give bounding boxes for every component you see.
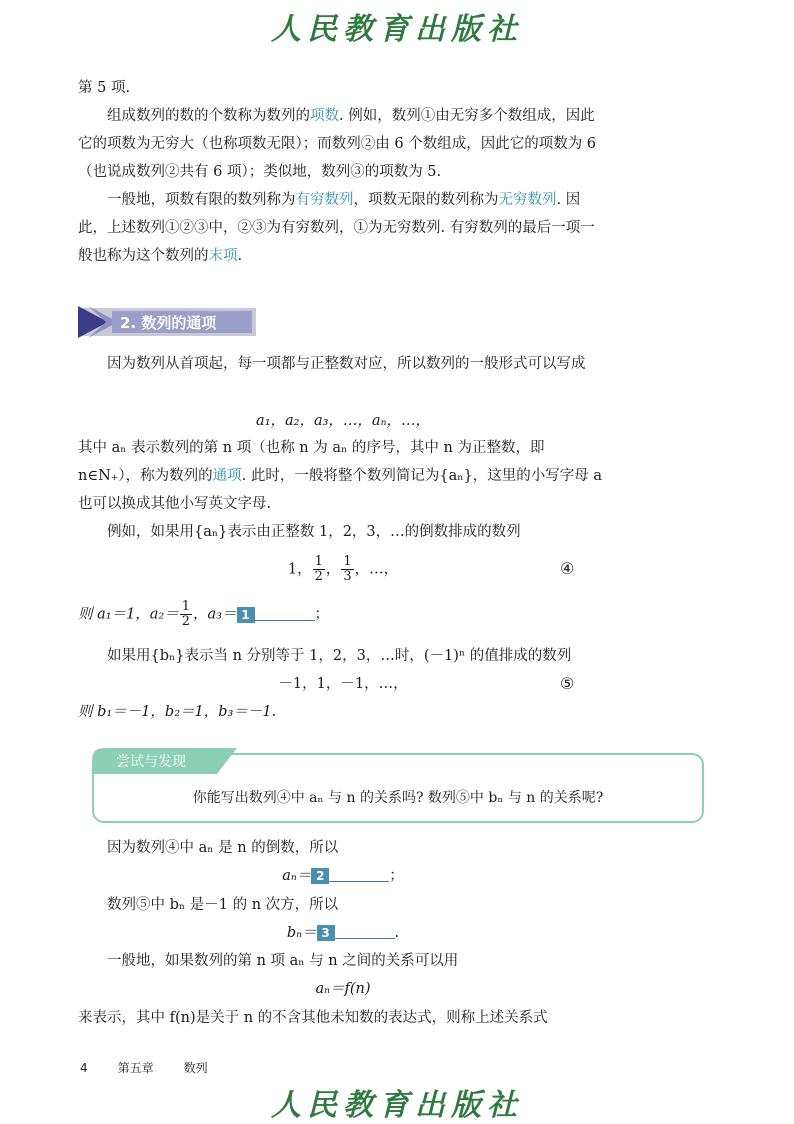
paragraph-formula-intro: 来表示，其中 f(n)是关于 n 的不含其他未知数的表达式，则称上述关系式 — [78, 1010, 548, 1026]
text: ，a₃＝ — [193, 606, 237, 623]
text: ； — [389, 868, 404, 884]
text: ，项数无限的数列称为 — [353, 192, 499, 208]
page-footer — [80, 1059, 238, 1076]
general-form-formula: a₁，a₂，a₃，…，aₙ，…， — [256, 413, 430, 429]
paragraph-general-term — [78, 434, 608, 518]
equation-f-n: aₙ＝f(n) — [315, 981, 371, 997]
blank-number-badge: 2 — [311, 868, 329, 884]
chapter-label: 第五章 — [117, 1061, 154, 1075]
equation-a-n — [78, 862, 608, 890]
text: aₙ＝ — [282, 868, 312, 884]
text: . 此时，一般将整个数列简记为{aₙ}，这里的小写字母 a 也可以换成其他小写英文字母. — [78, 468, 603, 512]
paragraph-power: 数列⑤中 bₙ 是－1 的 n 次方，所以 — [107, 897, 339, 913]
text: . — [394, 925, 400, 941]
answer-blank[interactable] — [255, 604, 315, 621]
publisher-watermark-bottom: 人民教育出版社 — [271, 1088, 523, 1123]
paragraph-general-form: 因为数列从首项起，每一项都与正整数对应，所以数列的一般形式可以写成 — [107, 356, 586, 372]
text: 其中 aₙ 表示数列的第 n 项（也称 n 为 aₙ 的序号，其中 n 为正整数，即 n∈N₊），称为数列的 — [78, 440, 545, 484]
chapter-title: 数列 — [183, 1061, 208, 1075]
text: 一般地，项数有限的数列称为 — [107, 192, 296, 208]
page-number: 4 — [80, 1061, 88, 1075]
paragraph-reciprocal: 因为数列④中 aₙ 是 n 的倒数，所以 — [107, 840, 339, 856]
sequence-5: －1，1，－1，…， — [278, 676, 408, 692]
try-box-title: 尝试与发现 — [116, 754, 186, 770]
text: 组成数列的数的个数称为数列的 — [107, 108, 310, 124]
text: . — [237, 248, 243, 264]
answer-blank[interactable] — [335, 922, 395, 939]
line-a-values — [78, 600, 608, 629]
keyword-infinite-sequence: 无穷数列 — [498, 192, 557, 208]
text: ，…， — [354, 561, 399, 578]
fraction-one-third: $\frac{1}{3}$ — [343, 554, 352, 584]
paragraph-example-sign: 如果用{bₙ}表示当 n 分别等于 1，2，3，…时，(－1)ⁿ 的值排成的数列 — [107, 648, 572, 664]
paragraph-general-relation: 一般地，如果数列的第 n 项 aₙ 与 n 之间的关系可以用 — [107, 953, 459, 969]
keyword-item-count: 项数 — [310, 108, 339, 124]
line-b-values: 则 b₁＝－1，b₂＝1，b₃＝－1. — [78, 704, 277, 720]
text: bₙ＝ — [286, 925, 317, 941]
keyword-finite-sequence: 有穷数列 — [295, 192, 354, 208]
blank-number-badge: 3 — [317, 925, 335, 941]
sequence-4: 1， $\frac{1}{2}$ ， $\frac{1}{3}$ ，…， — [287, 554, 399, 584]
paragraph-example-reciprocal: 例如，如果用{aₙ}表示由正整数 1，2，3，…的倒数排成的数列 — [107, 524, 521, 540]
try-box-question: 你能写出数列④中 aₙ 与 n 的关系吗? 数列⑤中 bₙ 与 n 的关系呢? — [192, 790, 604, 806]
text: . 因此，上述数列①②③中，②③为有穷数列，①为无穷数列. 有穷数列的最后一项一般也称为这个数列的 — [78, 192, 595, 264]
equation-label-5: ⑤ — [560, 674, 575, 693]
keyword-general-term: 通项 — [212, 468, 242, 484]
text: ； — [314, 606, 329, 623]
paragraph-finite-infinite — [78, 186, 608, 270]
answer-blank[interactable] — [329, 865, 389, 882]
text: . 例如，数列①由无穷多个数组成，因此它的项数为无穷大（也称项数无限）；而数列②由 6 个数组成，因此它的项数为 6（也说成数列②共有 6 项）；类似地，数列③的项数为 5. — [78, 108, 597, 180]
text: 则 a₁＝1，a₂＝ — [78, 606, 179, 623]
keyword-last-term: 末项 — [208, 248, 238, 264]
fraction-one-half: $\frac{1}{2}$ — [181, 599, 191, 629]
equation-label-4: ④ — [560, 559, 575, 578]
publisher-watermark-top: 人民教育出版社 — [271, 12, 523, 47]
blank-number-badge: 1 — [237, 607, 255, 623]
fraction-one-half: $\frac{1}{2}$ — [314, 554, 323, 584]
text: 1， — [287, 561, 312, 578]
paragraph-item-count — [78, 102, 608, 186]
section-title: 2. 数列的通项 — [120, 314, 217, 332]
paragraph-continued: 第 5 项. — [78, 80, 131, 96]
equation-b-n — [78, 919, 608, 947]
